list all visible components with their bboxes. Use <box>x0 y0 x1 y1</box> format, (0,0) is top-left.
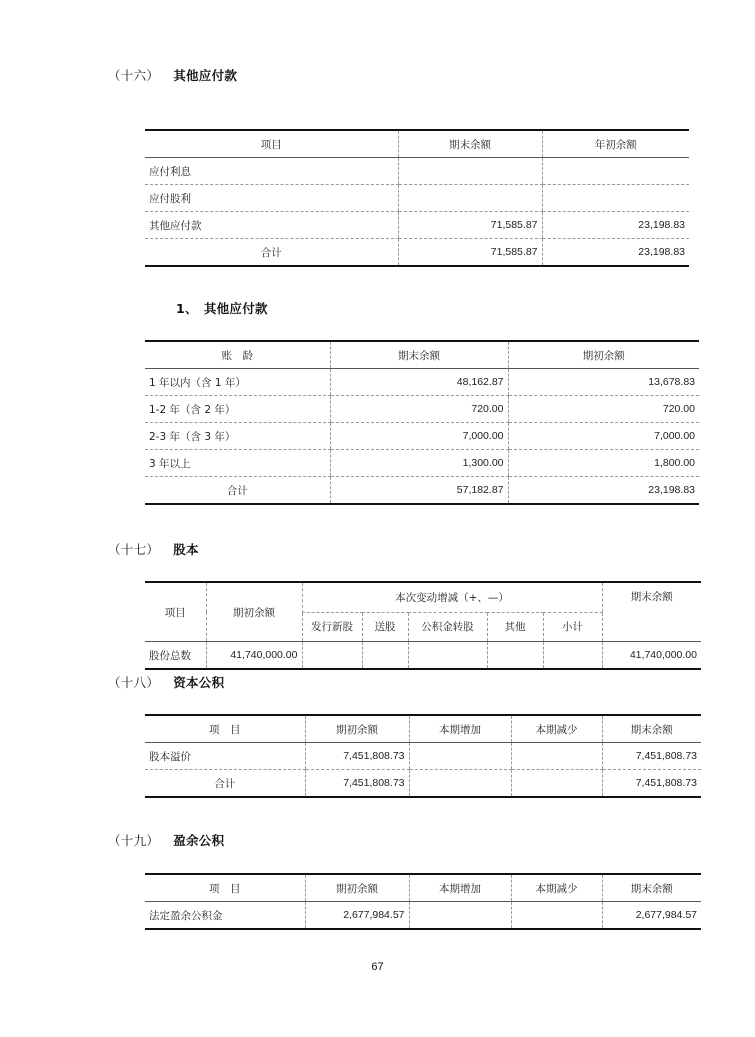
section-title: 其他应付款 <box>173 68 238 83</box>
section-title: 盈余公积 <box>173 833 225 848</box>
table-header-row <box>145 130 689 158</box>
total-row <box>145 770 701 798</box>
table-header-row <box>145 874 701 902</box>
column-header: 年初余额 <box>542 130 689 158</box>
table-row <box>145 212 689 239</box>
column-header: 期末余额 <box>398 130 542 158</box>
cell-value: 720.00 <box>330 396 508 423</box>
row-label: 股份总数 <box>145 642 206 670</box>
column-subheader: 送股 <box>362 612 408 641</box>
cell-value: 13,678.83 <box>508 369 699 396</box>
column-header: 项目 <box>145 582 206 642</box>
cell-value <box>542 185 689 212</box>
row-label: 应付股利 <box>145 185 398 212</box>
cell-value <box>511 902 602 930</box>
cell-value <box>511 770 602 798</box>
cell-value <box>511 743 602 770</box>
cell-value: 1,800.00 <box>508 450 699 477</box>
cell-value: 48,162.87 <box>330 369 508 396</box>
column-subheader: 小计 <box>543 612 602 641</box>
row-label: 股本溢价 <box>145 743 305 770</box>
cell-value <box>362 642 408 670</box>
column-subheader: 发行新股 <box>302 612 362 641</box>
section-heading-17 <box>108 540 199 558</box>
cell-value <box>302 642 362 670</box>
column-header: 本期增加 <box>409 874 511 902</box>
total-row <box>145 239 689 267</box>
page-number: 67 <box>371 961 384 973</box>
column-header: 期末余额 <box>602 715 701 743</box>
table-row <box>145 423 699 450</box>
cell-value <box>409 743 511 770</box>
table-row <box>145 743 701 770</box>
column-header: 期初余额 <box>305 874 409 902</box>
table-header-row <box>145 715 701 743</box>
subsection-title: 其他应付款 <box>203 301 268 316</box>
cell-value: 23,198.83 <box>542 212 689 239</box>
cell-value: 71,585.87 <box>398 212 542 239</box>
column-header: 本期减少 <box>511 715 602 743</box>
cell-value: 23,198.83 <box>508 477 699 505</box>
cell-value: 2,677,984.57 <box>602 902 701 930</box>
column-header: 期初余额 <box>206 582 302 642</box>
surplus-reserve-table <box>145 873 701 930</box>
cell-value <box>398 158 542 185</box>
cell-value: 2,677,984.57 <box>305 902 409 930</box>
column-header: 期初余额 <box>305 715 409 743</box>
column-header: 项 目 <box>145 874 305 902</box>
cell-value: 7,000.00 <box>330 423 508 450</box>
subsection-heading-1 <box>176 299 268 317</box>
cell-value <box>398 185 542 212</box>
cell-value: 23,198.83 <box>542 239 689 267</box>
column-header: 项目 <box>145 130 398 158</box>
row-label: 1 年以内（含 1 年） <box>145 369 330 396</box>
cell-value <box>409 902 511 930</box>
aging-table <box>145 340 699 505</box>
total-label: 合计 <box>145 770 305 798</box>
table-row <box>145 642 701 670</box>
share-capital-table <box>145 581 701 670</box>
column-header: 期末余额 <box>602 874 701 902</box>
section-title: 资本公积 <box>173 675 225 690</box>
column-header: 项 目 <box>145 715 305 743</box>
cell-value: 7,000.00 <box>508 423 699 450</box>
section-number: （十九） <box>108 833 160 848</box>
section-title: 股本 <box>173 542 199 557</box>
table-header-row <box>145 341 699 369</box>
column-header: 本期增加 <box>409 715 511 743</box>
cell-value: 7,451,808.73 <box>305 770 409 798</box>
total-row <box>145 477 699 505</box>
section-heading-16 <box>108 66 237 84</box>
row-label: 其他应付款 <box>145 212 398 239</box>
column-subheader: 其他 <box>487 612 543 641</box>
section-number: （十七） <box>108 542 160 557</box>
section-number: （十八） <box>108 675 160 690</box>
section-heading-19 <box>108 831 224 849</box>
column-header: 期初余额 <box>508 341 699 369</box>
table-header-row <box>145 582 701 612</box>
section-heading-18 <box>108 673 224 691</box>
cell-value: 57,182.87 <box>330 477 508 505</box>
cell-value <box>487 642 543 670</box>
row-label: 3 年以上 <box>145 450 330 477</box>
column-header: 账 龄 <box>145 341 330 369</box>
cell-value <box>543 642 602 670</box>
cell-value: 720.00 <box>508 396 699 423</box>
cell-value: 41,740,000.00 <box>206 642 302 670</box>
cell-value <box>408 642 487 670</box>
cell-value <box>542 158 689 185</box>
cell-value: 41,740,000.00 <box>602 642 701 670</box>
total-label: 合计 <box>145 239 398 267</box>
cell-value: 7,451,808.73 <box>305 743 409 770</box>
subsection-number: 1、 <box>176 301 198 316</box>
table-row <box>145 369 699 396</box>
capital-reserve-table <box>145 714 701 798</box>
row-label: 应付利息 <box>145 158 398 185</box>
column-header: 本期减少 <box>511 874 602 902</box>
cell-value <box>409 770 511 798</box>
column-header: 期末余额 <box>330 341 508 369</box>
section-number: （十六） <box>108 68 160 83</box>
column-header: 本次变动增减（+、—） <box>302 582 602 612</box>
cell-value: 71,585.87 <box>398 239 542 267</box>
total-label: 合计 <box>145 477 330 505</box>
column-header: 期末余额 <box>602 582 701 642</box>
table-row <box>145 185 689 212</box>
cell-value: 7,451,808.73 <box>602 743 701 770</box>
table-row <box>145 158 689 185</box>
table-row <box>145 450 699 477</box>
row-label: 1-2 年（含 2 年） <box>145 396 330 423</box>
cell-value: 1,300.00 <box>330 450 508 477</box>
other-payables-table <box>145 129 689 267</box>
row-label: 2-3 年（含 3 年） <box>145 423 330 450</box>
table-row <box>145 396 699 423</box>
table-row <box>145 902 701 930</box>
column-subheader: 公积金转股 <box>408 612 487 641</box>
row-label: 法定盈余公积金 <box>145 902 305 930</box>
cell-value: 7,451,808.73 <box>602 770 701 798</box>
